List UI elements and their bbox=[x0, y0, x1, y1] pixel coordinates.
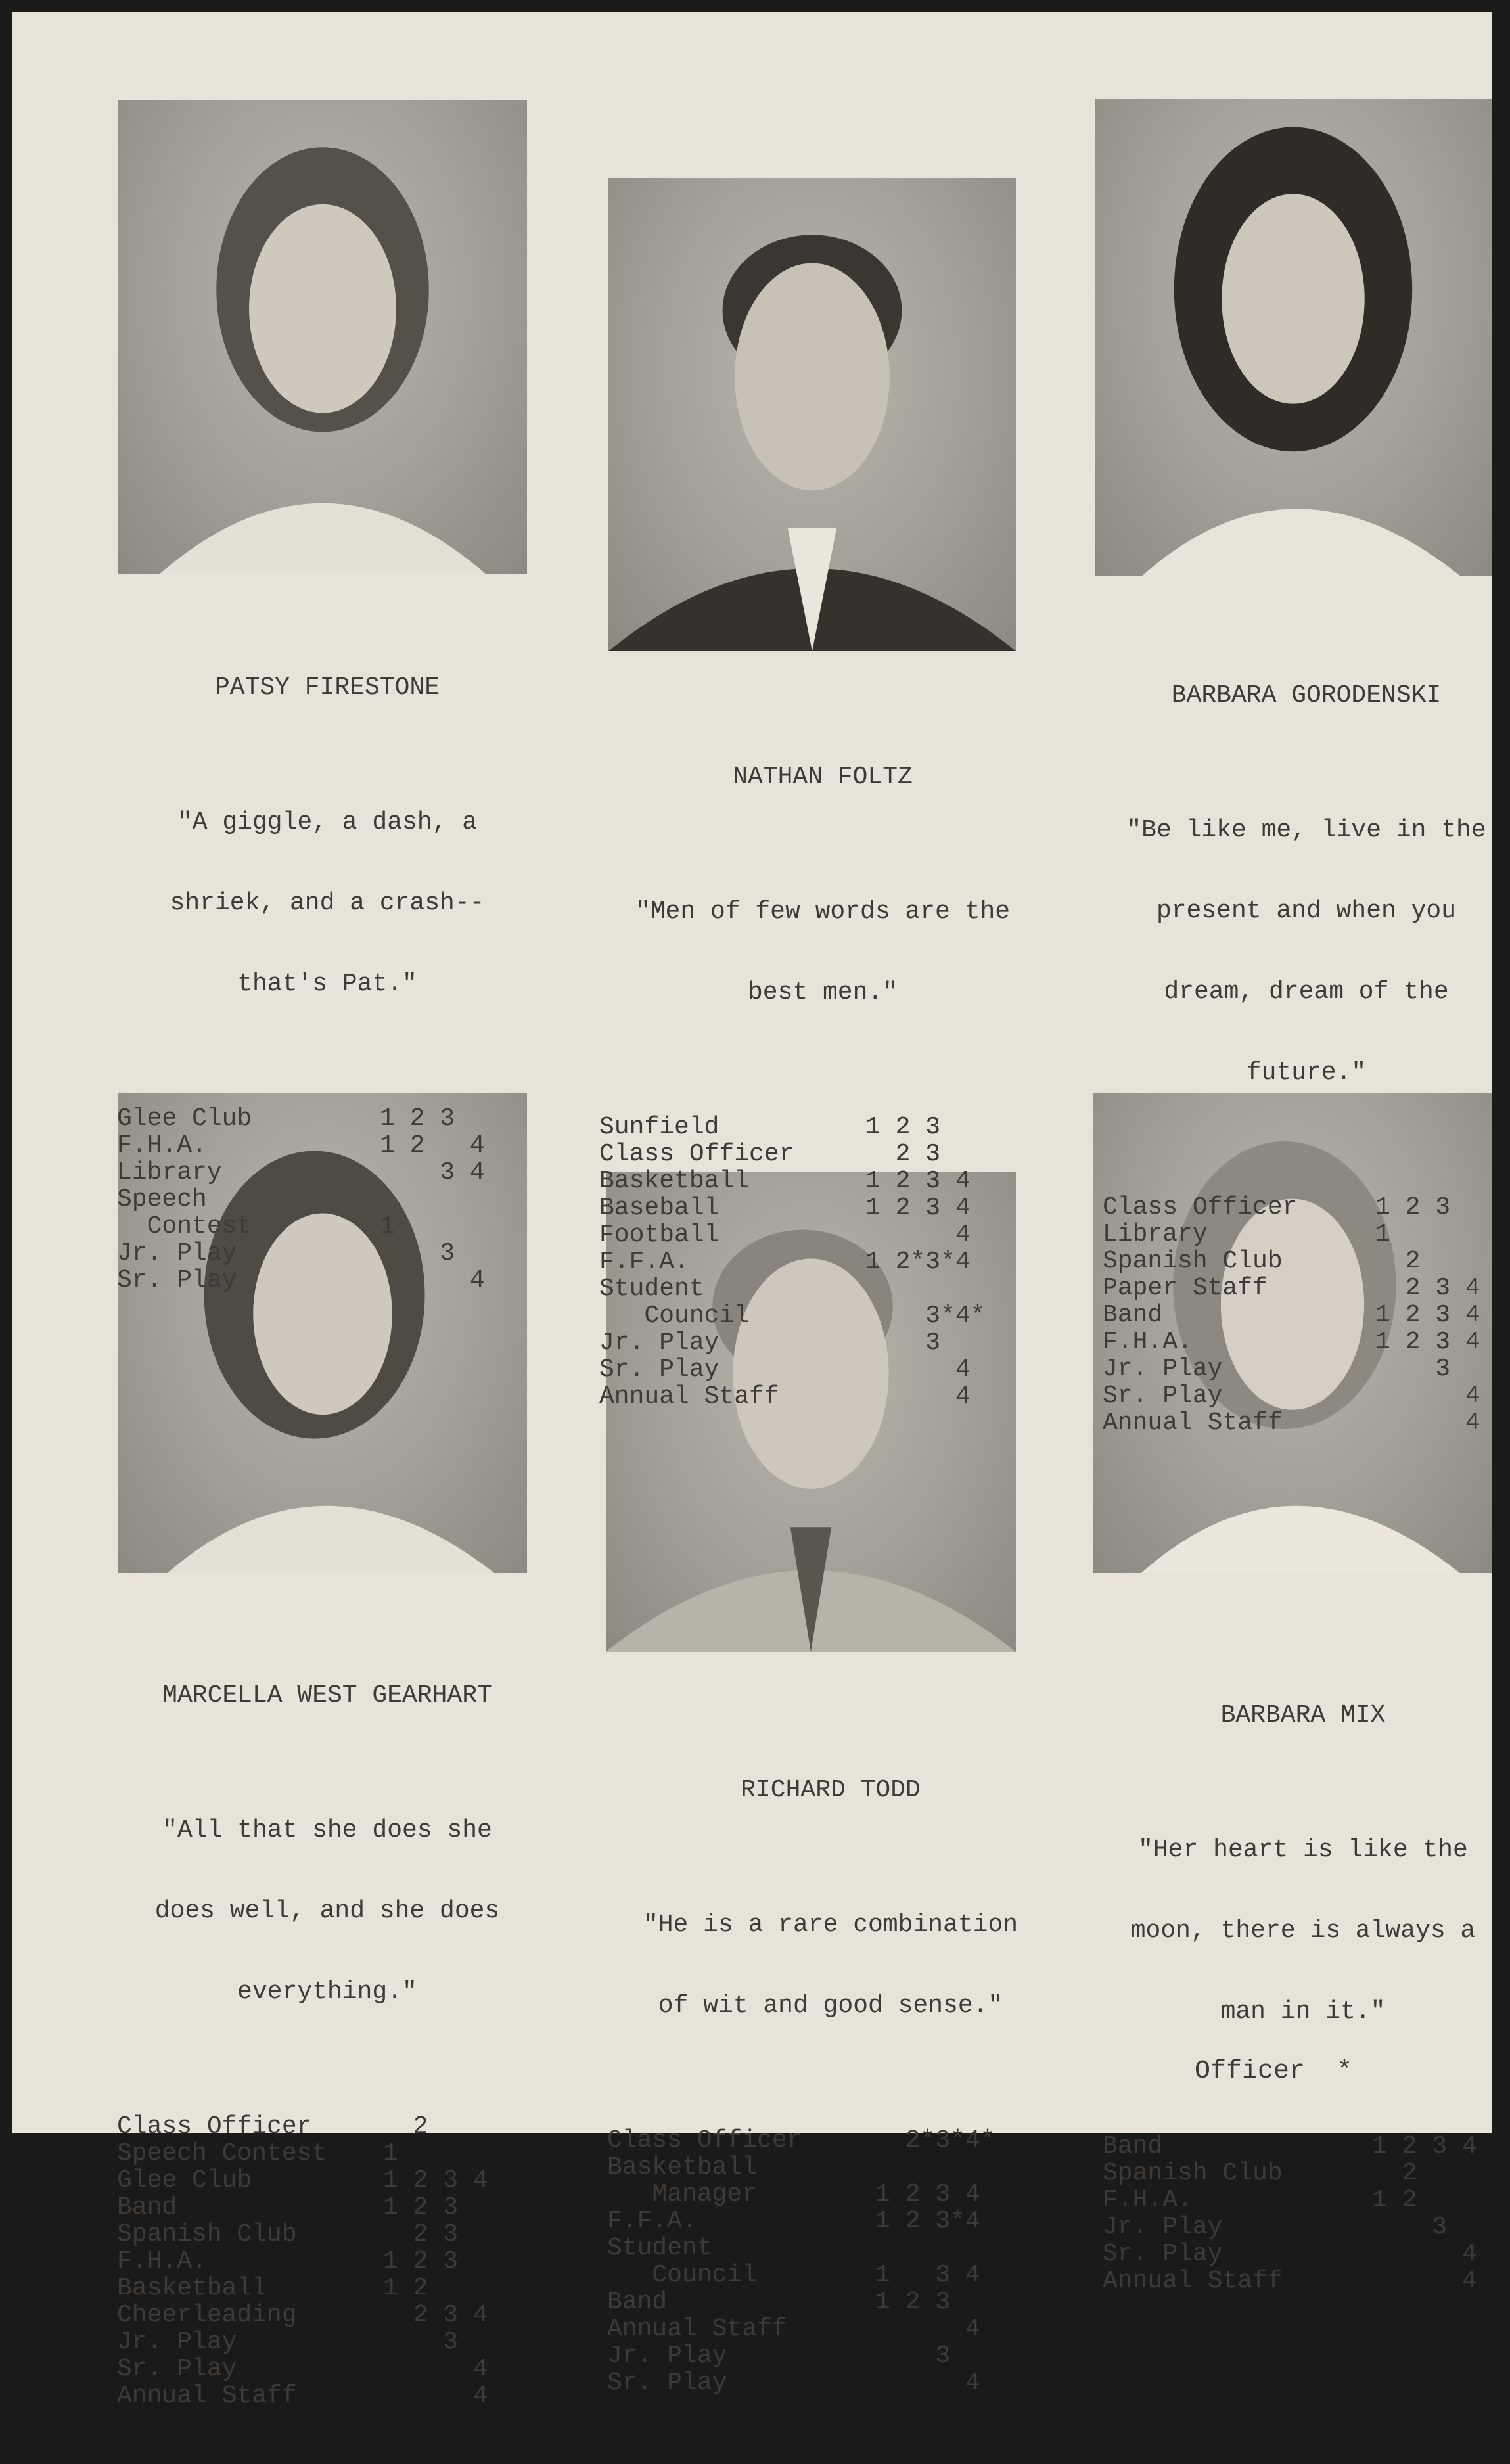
officer-legend: Officer * bbox=[1195, 2057, 1353, 2086]
activity-years: 1 2 4 bbox=[380, 1131, 485, 1160]
activity-row bbox=[599, 1329, 1046, 1356]
activity-row bbox=[599, 1195, 1046, 1221]
student-quote: "Men of few words are the best men." bbox=[635, 898, 1011, 1007]
portrait-photo-patsy-firestone bbox=[118, 100, 527, 574]
activity-row bbox=[599, 1114, 1046, 1141]
activity-years: 1 2 3 4 bbox=[1375, 1301, 1480, 1329]
activity-list bbox=[1103, 1194, 1510, 1436]
activity-label: Sr. Play bbox=[117, 1266, 237, 1294]
activity-label: Jr. Play bbox=[1103, 2213, 1223, 2241]
activity-row bbox=[117, 2302, 538, 2329]
activity-label: Band bbox=[1103, 2132, 1163, 2160]
student-name: BARBARA GORODENSKI bbox=[1171, 681, 1442, 710]
activity-label: Jr. Play bbox=[1103, 1355, 1223, 1383]
activity-row bbox=[1103, 2268, 1503, 2294]
student-quote: "Her heart is like the moon, there is always a man in it." bbox=[1130, 1836, 1476, 2026]
activity-years: 1 2 3 4 bbox=[1372, 2132, 1477, 2160]
activity-row bbox=[117, 2356, 538, 2383]
activity-label: Basketball bbox=[607, 2153, 758, 2181]
activity-row bbox=[607, 2369, 1054, 2396]
activity-row bbox=[1103, 2160, 1503, 2187]
activity-row bbox=[117, 1213, 538, 1240]
activity-row bbox=[1103, 1382, 1510, 1409]
activity-row bbox=[1103, 1329, 1510, 1356]
activity-row bbox=[1103, 1275, 1510, 1302]
activity-label: Paper Staff bbox=[1103, 1274, 1268, 1302]
activity-years: 1 2 3 bbox=[383, 2193, 459, 2222]
activity-label: Basketball bbox=[599, 1167, 750, 1195]
activity-label: F.F.A. bbox=[607, 2207, 697, 2235]
activity-years: 4 bbox=[875, 2369, 980, 2397]
activity-years: 1 2 3 4 bbox=[383, 2166, 488, 2195]
activity-row bbox=[117, 1186, 538, 1213]
activity-label: Student bbox=[599, 1275, 704, 1303]
activity-row bbox=[1103, 2133, 1503, 2160]
activity-label: Council bbox=[599, 1302, 750, 1330]
activity-label: Annual Staff bbox=[117, 2382, 297, 2410]
activity-label: Cheerleading bbox=[117, 2301, 297, 2329]
activity-label: Sunfield bbox=[599, 1113, 720, 1141]
student-entry-nathan-foltz bbox=[599, 710, 1046, 1464]
activity-row bbox=[117, 2194, 538, 2221]
activity-label: Jr. Play bbox=[607, 2342, 727, 2370]
activity-years: 1 bbox=[1375, 1220, 1390, 1248]
activity-row bbox=[1103, 2187, 1503, 2214]
yearbook-page bbox=[12, 12, 1492, 2410]
activity-label: Council bbox=[607, 2261, 758, 2289]
activity-row bbox=[607, 2208, 1054, 2235]
activity-years: 4 bbox=[380, 1266, 485, 1294]
activity-years: 4 bbox=[1375, 1382, 1480, 1410]
activity-label: Jr. Play bbox=[117, 2328, 237, 2356]
student-entry-marcella-west-gearhart bbox=[117, 1628, 538, 2463]
activity-row bbox=[607, 2342, 1054, 2369]
student-entry-barbara-mix bbox=[1103, 1648, 1503, 2348]
activity-years: 3 bbox=[1375, 1355, 1451, 1383]
activity-label: Student bbox=[607, 2234, 712, 2262]
activity-years: 4 bbox=[383, 2355, 488, 2383]
activity-row bbox=[607, 2289, 1054, 2316]
activity-list bbox=[607, 2127, 1054, 2396]
activity-label: Spanish Club bbox=[117, 2220, 297, 2248]
activity-row bbox=[599, 1141, 1046, 1168]
activity-label: Class Officer bbox=[599, 1140, 794, 1168]
activity-label: Annual Staff bbox=[607, 2315, 787, 2343]
activity-label: Speech bbox=[117, 1185, 207, 1214]
activity-label: Band bbox=[117, 2193, 177, 2222]
activity-label: F.H.A. bbox=[1103, 1328, 1193, 1356]
activity-row bbox=[1103, 1356, 1510, 1382]
activity-row bbox=[1103, 1194, 1510, 1221]
activity-row bbox=[117, 1132, 538, 1159]
activity-label: Spanish Club bbox=[1103, 2159, 1283, 2187]
student-name: RICHARD TODD bbox=[741, 1776, 921, 1804]
activity-years: 1 2 3 bbox=[875, 2288, 951, 2316]
activity-row bbox=[117, 2167, 538, 2194]
activity-row bbox=[117, 2383, 538, 2409]
activity-years: 2*3*4* bbox=[875, 2126, 995, 2155]
activity-row bbox=[1103, 1221, 1510, 1248]
activity-label: Speech Contest bbox=[117, 2139, 327, 2168]
activity-label: F.H.A. bbox=[117, 2247, 207, 2275]
activity-years: 1 2 bbox=[1372, 2186, 1417, 2214]
activity-label: Jr. Play bbox=[117, 1239, 237, 1267]
activity-label: Football bbox=[599, 1221, 720, 1249]
activity-row bbox=[607, 2235, 1054, 2262]
activity-years: 2 bbox=[1372, 2159, 1417, 2187]
activity-years: 3 bbox=[383, 2328, 459, 2356]
activity-row bbox=[607, 2181, 1054, 2208]
activity-row bbox=[607, 2127, 1054, 2154]
activity-years: 1 2*3*4 bbox=[865, 1248, 971, 1276]
activity-years: 4 bbox=[875, 2315, 980, 2343]
activity-label: Sr. Play bbox=[1103, 2240, 1223, 2268]
activity-row bbox=[599, 1275, 1046, 1302]
activity-row bbox=[599, 1356, 1046, 1383]
activity-years: 3*4* bbox=[865, 1302, 986, 1330]
student-quote: "Be like me, live in the present and when you dream, dream of the future." bbox=[1126, 816, 1486, 1087]
student-name: BARBARA MIX bbox=[1220, 1701, 1386, 1729]
activity-row bbox=[117, 1240, 538, 1267]
activity-years: 1 2 3 4 bbox=[865, 1194, 971, 1222]
activity-years: 4 bbox=[865, 1356, 971, 1384]
activity-row bbox=[1103, 1248, 1510, 1275]
activity-row bbox=[599, 1302, 1046, 1329]
activity-label: Class Officer bbox=[117, 2112, 312, 2141]
activity-years: 1 bbox=[383, 2139, 398, 2168]
activity-row bbox=[117, 1267, 538, 1294]
student-quote: "All that she does she does well, and she does everything." bbox=[154, 1816, 500, 2006]
activity-label: F.F.A. bbox=[599, 1248, 689, 1276]
activity-row bbox=[117, 2113, 538, 2140]
activity-label: F.H.A. bbox=[117, 1131, 207, 1160]
activity-years: 1 3 4 bbox=[875, 2261, 980, 2289]
activity-label: Library bbox=[117, 1158, 222, 1187]
activity-label: Contest bbox=[117, 1212, 252, 1241]
activity-row bbox=[117, 1105, 538, 1132]
activity-row bbox=[599, 1383, 1046, 1410]
portrait-photo-barbara-gorodenski bbox=[1095, 99, 1492, 576]
activity-label: Sr. Play bbox=[599, 1356, 720, 1384]
activity-row bbox=[599, 1248, 1046, 1275]
student-quote: "He is a rare combination of wit and good sense." bbox=[643, 1911, 1018, 2020]
activity-years: 2 bbox=[1375, 1247, 1421, 1275]
activity-years: 2 3 bbox=[865, 1140, 941, 1168]
activity-row bbox=[607, 2262, 1054, 2289]
activity-row bbox=[607, 2316, 1054, 2342]
activity-years: 2 bbox=[383, 2112, 428, 2141]
activity-years: 1 2 bbox=[383, 2274, 428, 2302]
activity-row bbox=[117, 2248, 538, 2275]
activity-label: Annual Staff bbox=[1103, 1409, 1283, 1437]
activity-years: 1 2 3 bbox=[383, 2247, 459, 2275]
activity-years: 3 4 bbox=[380, 1158, 485, 1187]
activity-years: 4 bbox=[865, 1382, 971, 1411]
activity-years: 1 2 3 4 bbox=[1375, 1328, 1480, 1356]
activity-list bbox=[117, 1105, 538, 1294]
portrait-photo-nathan-foltz bbox=[608, 178, 1016, 651]
activity-row bbox=[599, 1168, 1046, 1195]
activity-row bbox=[1103, 1302, 1510, 1329]
activity-label: Baseball bbox=[599, 1194, 720, 1222]
activity-label: Sr. Play bbox=[1103, 1382, 1223, 1410]
activity-label: Sr. Play bbox=[117, 2355, 237, 2383]
activity-label: Class Officer bbox=[607, 2126, 802, 2155]
activity-years: 3 bbox=[380, 1239, 455, 1267]
activity-years: 3 bbox=[875, 2342, 951, 2370]
activity-years: 1 2 3*4 bbox=[875, 2207, 980, 2235]
activity-label: Band bbox=[1103, 1301, 1163, 1329]
activity-label: Spanish Club bbox=[1103, 1247, 1283, 1275]
activity-row bbox=[117, 2221, 538, 2248]
activity-row bbox=[1103, 2241, 1503, 2268]
activity-row bbox=[1103, 2214, 1503, 2241]
activity-years: 2 3 4 bbox=[383, 2301, 488, 2329]
activity-years: 4 bbox=[1375, 1409, 1480, 1437]
activity-years: 1 2 3 4 bbox=[875, 2180, 980, 2208]
activity-years: 4 bbox=[383, 2382, 488, 2410]
student-entry-richard-todd bbox=[607, 1723, 1054, 2450]
activity-label: Basketball bbox=[117, 2274, 267, 2302]
activity-years: 1 2 3 bbox=[865, 1113, 941, 1141]
activity-row bbox=[117, 1159, 538, 1186]
activity-years: 4 bbox=[865, 1221, 971, 1249]
activity-years: 4 bbox=[1372, 2267, 1477, 2295]
activity-years: 3 bbox=[1372, 2213, 1448, 2241]
student-name: NATHAN FOLTZ bbox=[733, 763, 913, 791]
activity-years: 1 2 3 bbox=[1375, 1193, 1451, 1221]
activity-years: 2 3 bbox=[383, 2220, 459, 2248]
activity-years: 1 2 3 bbox=[380, 1105, 455, 1133]
activity-label: F.H.A. bbox=[1103, 2186, 1193, 2214]
activity-label: Sr. Play bbox=[607, 2369, 727, 2397]
activity-label: Annual Staff bbox=[599, 1382, 779, 1411]
activity-years: 1 bbox=[380, 1212, 395, 1241]
activity-label: Manager bbox=[607, 2180, 758, 2208]
activity-label: Glee Club bbox=[117, 2166, 252, 2195]
activity-years: 4 bbox=[1372, 2240, 1477, 2268]
activity-row bbox=[599, 1221, 1046, 1248]
activity-label: Class Officer bbox=[1103, 1193, 1298, 1221]
activity-label: Library bbox=[1103, 1220, 1208, 1248]
student-entry-barbara-gorodenski bbox=[1103, 628, 1510, 1490]
activity-row bbox=[1103, 1409, 1510, 1436]
activity-years: 3 bbox=[865, 1329, 941, 1357]
activity-label: Band bbox=[607, 2288, 668, 2316]
activity-list bbox=[1103, 2133, 1503, 2294]
activity-row bbox=[117, 2329, 538, 2356]
activity-years: 2 3 4 bbox=[1375, 1274, 1480, 1302]
activity-label: Jr. Play bbox=[599, 1329, 720, 1357]
activity-label: Annual Staff bbox=[1103, 2267, 1283, 2295]
student-name: PATSY FIRESTONE bbox=[214, 673, 440, 702]
student-quote: "A giggle, a dash, a shriek, and a crash-- that's Pat." bbox=[170, 808, 485, 998]
activity-row bbox=[117, 2140, 538, 2167]
activity-row bbox=[117, 2275, 538, 2302]
activity-list bbox=[599, 1114, 1046, 1410]
activity-row bbox=[607, 2154, 1054, 2181]
student-entry-patsy-firestone bbox=[117, 620, 538, 1348]
activity-years: 1 2 3 4 bbox=[865, 1167, 971, 1195]
student-name: MARCELLA WEST GEARHART bbox=[162, 1681, 492, 1710]
activity-list bbox=[117, 2113, 538, 2409]
activity-label: Glee Club bbox=[117, 1105, 252, 1133]
